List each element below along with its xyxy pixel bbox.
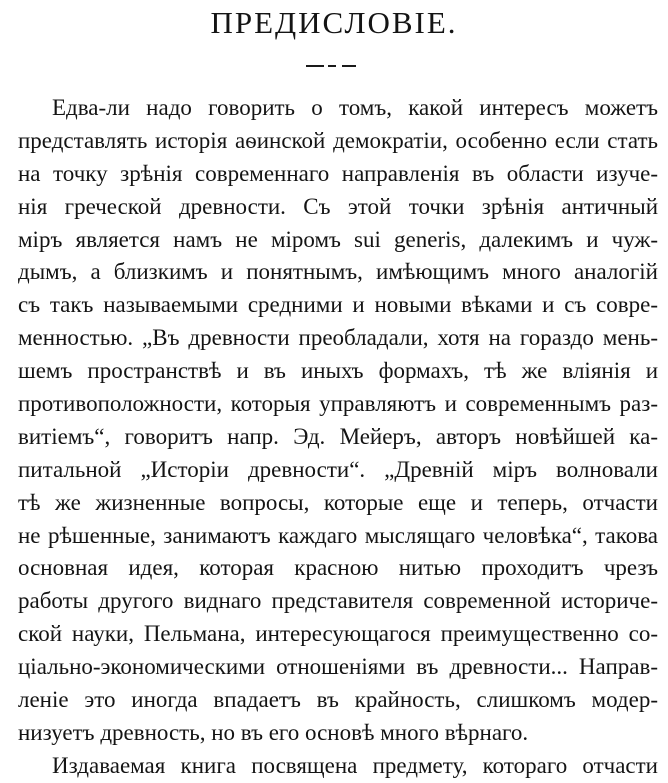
paragraph-1-line-4: нія греческой древности. Съ этой точки зрѣнія античный: [18, 193, 658, 219]
paragraph-1-line-10: противоположности, которыя управляютъ и современнымъ раз-: [18, 391, 658, 417]
paragraph-1-line-15: основная идея, которая красною нитью проходитъ чрезъ: [18, 555, 658, 581]
paragraph-1-line-11: витіемъ“, говоритъ напр. Эд. Мейеръ, авторъ новѣйшей ка-: [18, 423, 658, 449]
paragraph-1-line-5: міръ является намъ не міромъ sui generis, далекимъ и чуж-: [18, 226, 658, 252]
paragraph-1-line-16: работы другого виднаго представителя современной историче-: [18, 588, 658, 614]
paragraph-1-line-17: ской науки, Пельмана, интересующагося преимущественно со-: [18, 621, 658, 647]
paragraph-1-line-20: низуетъ древность, но въ его основѣ много вѣрнаго.: [18, 719, 529, 745]
paragraph-1-line-14: не рѣшенные, занимаютъ каждаго мыслящаго человѣка“, такова: [18, 522, 658, 548]
paragraph-1-line-9: шемъ пространствѣ и въ иныхъ формахъ, тѣ же вліянія и: [18, 358, 658, 384]
paragraph-1-line-7: съ такъ называемыми средними и новыми вѣками и съ совре-: [18, 292, 658, 318]
page-title: ПРЕДИСЛОВІЕ.: [210, 5, 458, 40]
paragraph-1-line-13: тѣ же жизненные вопросы, которые еще и теперь, отчасти: [18, 489, 658, 515]
paragraph-1-line-2: представлять исторія аѳинской демократіи, особенно если стать: [18, 127, 658, 153]
paragraph-2-line-1: Издаваемая книга посвящена предмету, котораго отчасти: [52, 752, 658, 778]
body-text: [18, 92, 658, 783]
paragraph-1-line-3: на точку зрѣнія современнаго направленія въ области изуче-: [18, 160, 658, 186]
paragraph-1-line-6: дымъ, а близкимъ и понятнымъ, имѣющимъ много аналогій: [18, 259, 658, 285]
ornament-dash-left: [306, 65, 324, 67]
paragraph-1-line-1: Едва-ли надо говорить о томъ, какой интересъ можетъ: [52, 95, 658, 120]
paragraph-1-line-8: менностью. „Въ древности преобладали, хотя на гораздо мень-: [18, 325, 658, 351]
decorative-ornament-icon: [306, 62, 356, 70]
ornament-dash-right: [342, 65, 356, 67]
paragraph-1-line-18: ціально-экономическими отношеніями въ древности... Направ-: [18, 654, 658, 680]
paragraph-1-line-12: питальной „Исторіи древности“. „Древній міръ волновали: [18, 456, 658, 482]
ornament-dash-center: [328, 65, 336, 67]
paragraph-1-line-19: леніе это иногда впадаетъ въ крайность, слишкомъ модер-: [18, 687, 658, 713]
